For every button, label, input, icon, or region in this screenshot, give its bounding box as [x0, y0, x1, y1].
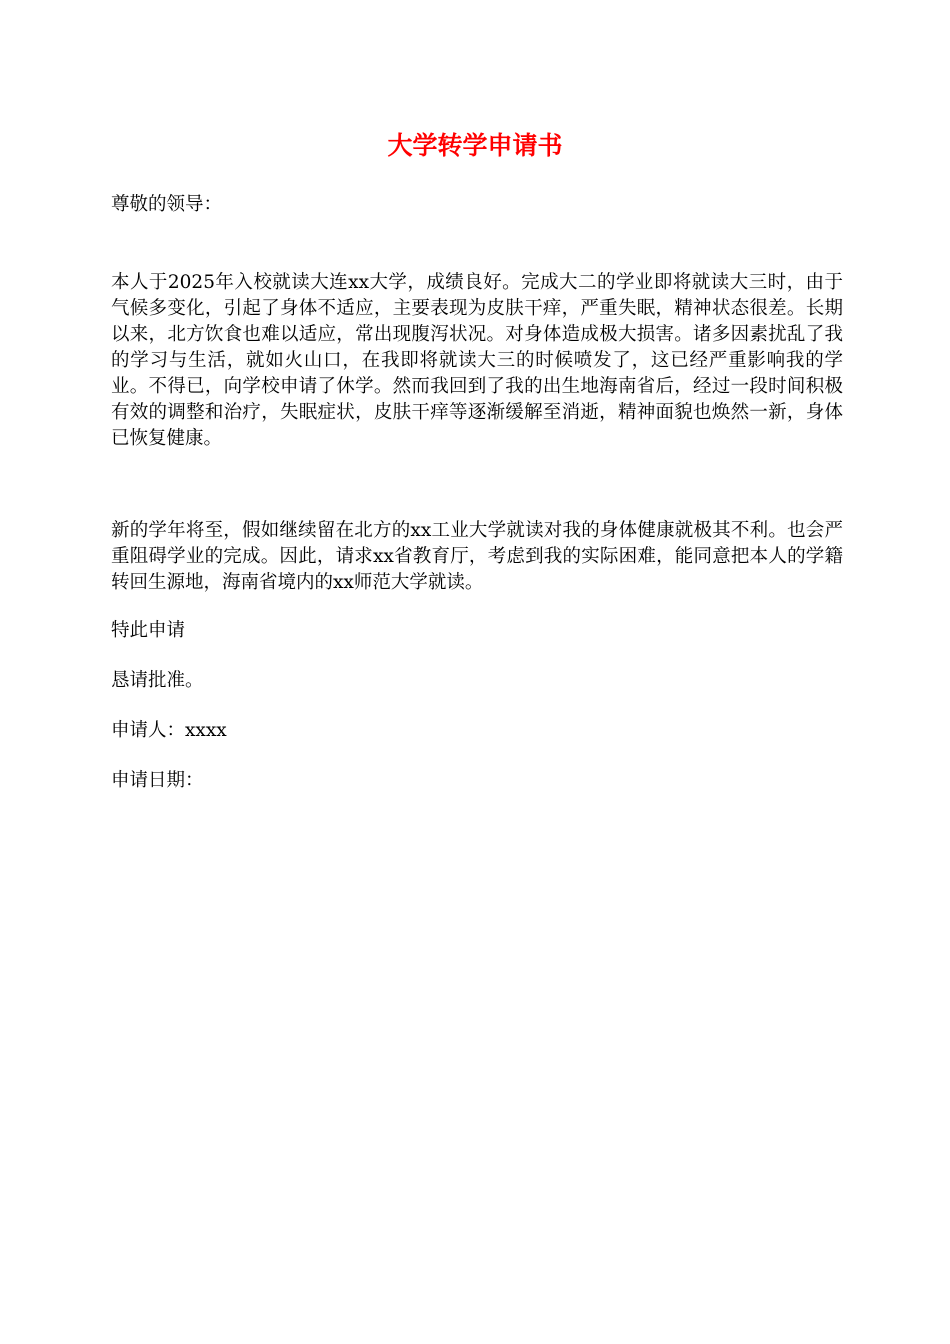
- salutation: 尊敬的领导：: [111, 194, 223, 215]
- application-date-line: 申请日期：: [111, 770, 204, 791]
- closing-line-approval: 恳请批准。: [111, 670, 204, 691]
- body-paragraph-2: 新的学年将至，假如继续留在北方的xx工业大学就读对我的身体健康就极其不利。也会严重阻碍学业的完成。因此，请求xx省教育厅，考虑到我的实际困难，能同意把本人的学籍转回生源地，海南省境内的xx师范大学就读。: [111, 520, 843, 593]
- closing-line-request: 特此申请: [111, 620, 186, 641]
- body-paragraph-1: 本人于2025年入校就读大连xx大学，成绩良好。完成大二的学业即将就读大三时，由于气候多变化，引起了身体不适应，主要表现为皮肤干痒，严重失眠，精神状态很差。长期以来，北方饮食也难以适应，常出现腹泻状况。对身体造成极大损害。诸多因素扰乱了我的学习与生活，就如火山口，在我即将就读大三的时候喷发了，这已经严重影响我的学业。不得已，向学校申请了休学。然而我回到了我的出生地海南省后，经过一段时间积极有效的调整和治疗，失眠症状，皮肤干痒等逐渐缓解至消逝，精神面貌也焕然一新，身体已恢复健康。: [111, 272, 843, 449]
- applicant-line: 申请人：xxxx: [111, 720, 227, 741]
- document-title: 大学转学申请书: [387, 131, 563, 160]
